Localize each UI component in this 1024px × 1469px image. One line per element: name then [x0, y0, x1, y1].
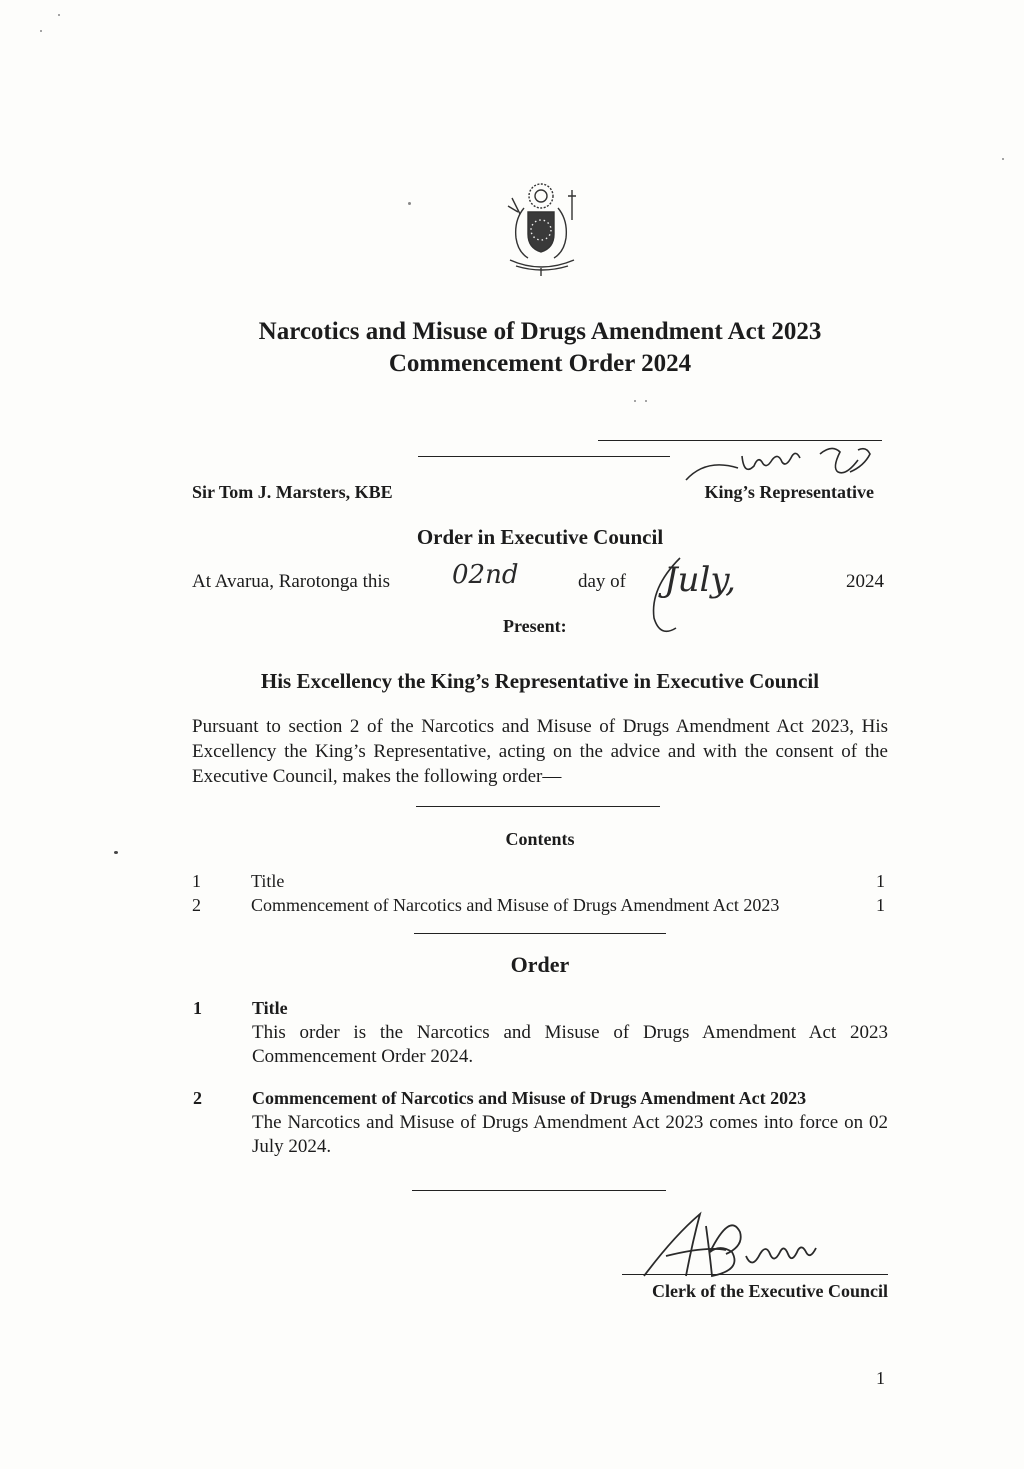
section-number: 1: [193, 998, 202, 1018]
scan-speck: [645, 400, 647, 402]
signature-line: [418, 456, 670, 457]
handwritten-day: 02nd: [452, 560, 519, 590]
document-title-line2: Commencement Order 2024: [388, 350, 692, 377]
page-number: 1: [876, 1368, 885, 1388]
section-divider: [412, 1190, 666, 1191]
section-body: The Narcotics and Misuse of Drugs Amendment Act 2023 comes into force on 02 July 2024.: [252, 1112, 888, 1157]
cook-islands-coat-of-arms-icon: [496, 178, 588, 278]
present-label: Present:: [503, 616, 567, 636]
scan-speck: [1002, 158, 1004, 160]
scan-speck: [408, 202, 411, 205]
document-title-line1: Narcotics and Misuse of Drugs Amendment Act 2023: [258, 318, 822, 345]
scan-speck: [58, 14, 60, 16]
handwritten-flourish-icon: [640, 552, 710, 642]
order-title: Order: [510, 952, 570, 977]
year: 2024: [846, 571, 884, 592]
scan-speck: [634, 400, 636, 402]
contents-item-title: Commencement of Narcotics and Misuse of Drugs Amendment Act 2023: [251, 895, 780, 915]
section-number: 2: [193, 1088, 202, 1108]
contents-item-page: 1: [876, 895, 885, 915]
section-divider: [416, 806, 660, 807]
signature-line: [622, 1274, 888, 1275]
preamble-paragraph: Pursuant to section 2 of the Narcotics and Misuse of Drugs Amendment Act 2023, His Excellency the King’s Representative, acting on the advice and with the consent of the Executive Council, makes the following order—: [192, 716, 888, 787]
scan-speck: [114, 851, 118, 854]
signatory-name: Sir Tom J. Marsters, KBE: [192, 482, 393, 502]
handwritten-month: July,: [664, 560, 736, 600]
contents-item-page: 1: [876, 871, 885, 891]
scan-speck: [40, 30, 42, 32]
section-heading: Title: [252, 998, 288, 1018]
day-of-label: day of: [578, 571, 627, 592]
contents-item-number: 2: [192, 895, 201, 915]
contents-item-title: Title: [251, 871, 285, 891]
clerk-title: Clerk of the Executive Council: [652, 1281, 888, 1301]
order-in-council-heading: Order in Executive Council: [416, 525, 664, 549]
place-prefix: At Avarua, Rarotonga this: [192, 571, 391, 592]
section-divider: [414, 933, 666, 934]
contents-heading: Contents: [505, 829, 575, 849]
his-excellency-heading: His Excellency the King’s Representative in Executive Council: [260, 669, 820, 693]
contents-item-number: 1: [192, 871, 201, 891]
section-heading: Commencement of Narcotics and Misuse of Drugs Amendment Act 2023: [252, 1088, 807, 1108]
signatory-role: King’s Representative: [704, 482, 874, 502]
section-body: This order is the Narcotics and Misuse of Drugs Amendment Act 2023 Commencement Order 2024.: [252, 1022, 888, 1067]
